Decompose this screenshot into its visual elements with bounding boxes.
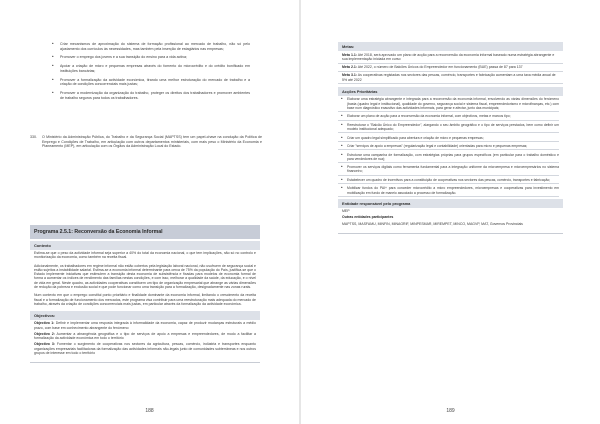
list-item: • Apoiar a criação de micro e pequenas empresas através do fomento do microcrédito e do crédito bonificado em instituições bancárias; <box>50 64 250 73</box>
actions-list <box>338 96 563 196</box>
entity-value: MEP <box>342 209 350 214</box>
box-divider <box>338 227 563 234</box>
objective-text: Definir e implementar uma resposta integrada à informalidade da economia, capaz de produzir mudanças estruturais a médio prazo, com base em conhecimento abrangente do fenómeno <box>34 321 256 330</box>
list-item: • Mobilizar fundos do PAI+ para conceder microcrédito a micro empreendedores, microempresas e cooperativas para investimento em mobilização em fundo de maneio associado a processo de formalização. <box>338 186 559 197</box>
objective-item <box>30 320 260 331</box>
meta-text: As cooperativas registadas nos sectores das pescas, comércio, transportes e fabricação aumentam a uma taxa média anual de 5% até 2022 <box>342 73 556 82</box>
context-paragraph: Estima-se que o peso da actividade informal seja superior a 40% do total da economia nacional, o que tem implicações, não só no controlo e monitorização da economia, como também na receita fiscal. <box>34 251 256 260</box>
list-item: • Criar "serviços de apoio a empresas" (regularização legal e contabilidade) orientadas para micro e pequenas empresas; <box>338 144 559 150</box>
list-item: • Reestruturar o "Balcão Único do Empreendedor", alargando o seu âmbito geográfico e o tipo de serviços prestados, bem como definir um modelo institucional adequado; <box>338 123 559 134</box>
page-number: 188 <box>145 408 154 414</box>
objectives-header: Objectivos: <box>30 311 260 320</box>
objective-text: Aumentar a abrangência geográfica e o tipo de serviços de apoio a empresas e empreendedores, de modo a facilitar a formalização da actividade económica em todo o território <box>34 331 256 341</box>
list-item: • Elaborar um plano de acção para a reconversão da economia informal, com objectivos, metas e marcos tipo; <box>338 114 559 120</box>
context-paragraph: Num contexto em que o emprego constitui ponto prioritário e finalidade dominante da economia informal, limitando o crescimento da receita fiscal e a formalização de funcionamento dos mercados, este programa visa contribuir para uma reestruturação mais adequada do mercado de trabalho, através da criação de condições concorrenciais mais justas, em particular através da formalização da actividade económica. <box>34 293 256 306</box>
partners-header: Outras entidades participantes <box>342 215 394 220</box>
meta-label: Meta 2.1: <box>342 65 357 70</box>
list-item: • Elaborar uma estratégia abrangente e integrada para a reconversão da economia informal, envolvendo as várias dimensões do fenómeno (basta (quadro legal e institucional), qualidade do governo, segurança social e sistema fiscal, empreendedorismo e microfinanças, etc.) com base num diagnóstico exaustivo das actividades informais, para gerar e afectar, junto das municipais; <box>338 97 559 112</box>
program-title: Programa 2.5.1: Reconversão da Economia Informal <box>30 225 260 239</box>
left-page <box>0 0 299 424</box>
page-number: 189 <box>446 408 455 414</box>
meta-label: Meta 1.1: <box>342 52 357 57</box>
list-item: • Criar um quadro legal simplificado para abertura e criação de micro e pequenas empresas; <box>338 136 559 142</box>
meta-text: Até 2022, o número de Balcões Únicos do Empreendedor em funcionamento (BUE) passa de 87 para 137 <box>357 65 523 70</box>
list-item: • Criar mecanismos de aproximação do sistema de formação profissional ao mercado de trabalho, não só pelo ajustamento dos currículos às necessidades, mas também pela inserção de estagiários nas empresas; <box>50 42 250 51</box>
numbered-paragraph <box>30 135 262 149</box>
list-item: • Estabelecer um quadro de incentivos para a constituição de cooperativas nos sectores das pescas, comércio, transportes e fabricação; <box>338 178 559 184</box>
metas-header: Metas: <box>338 42 563 51</box>
context-paragraph: Adicionalmente, os trabalhadores em regime informal não estão cobertos pela legislação laboral nacional, não usufruem de segurança social e estão sujeitos a instabilidade salarial. Estima-se a economia informal determinante para cerca de 75% da população do País, justifica-se que o Estado implemente iniciativas que estimulem a transição desta economia de subsistência e fixadas para modelos de economia formal de forma a aumentar os índices de rendimento das famílias nestas condições, e com isso, melhorar a qualidade da saúde, da educação, e o nível de vida em geral. Neste quadro, as actividades cooperativas constituem um tipo de organização empresarial que abrange as várias dimensões de redução da pobreza e exclusão social e que pode funcionar como uma transição para a formalização, designadamente nas zonas rurais. <box>34 263 256 290</box>
objective-text: Fomentar o surgimento de cooperativas nos sectores da agricultura, pescas, comércio, indústria e transportes enquanto organizações empresariais facilitadoras da formalização das actividades informais não-legais junto de comunidades subterrâneas e nos outros grupos de interesse em todo o território <box>34 342 256 356</box>
paragraph-text: O Ministério da Administração Pública, do Trabalho e da Segurança Social (MAPTSS) tem um papel-chave na condução da Política de Emprego e Condições de Trabalho, em articulação com outros departamentos ministeriais, com mais peso o Ministério da Economia e Planeamento (MEP), em articulação com os Órgãos da Administração Local do Estado. <box>42 135 262 149</box>
list-item: • Promover a modernização da organização do trabalho, proteger os direitos dos trabalhadores e promover ambientes de trabalho seguros para todos os trabalhadores. <box>50 91 250 100</box>
list-item: • Promover a formalização da actividade económica, tirando uma melhor estruturação do mercado de trabalho e a criação de condições concorrenciais mais justas; <box>50 78 250 87</box>
left-bullet-list <box>50 42 250 105</box>
objective-item <box>30 331 260 342</box>
objective-item <box>30 341 260 356</box>
meta-item <box>338 72 563 85</box>
meta-item <box>338 64 563 72</box>
actions-header: Acções Prioritárias <box>338 87 563 96</box>
paragraph-number: 330. <box>30 135 37 139</box>
objective-label: Objectivo 1: <box>34 321 55 326</box>
meta-label: Meta 3.1: <box>342 73 357 78</box>
right-page <box>301 0 600 424</box>
program-box-continued <box>338 42 563 234</box>
list-item: • Promover os serviços digitais como ferramenta fundamental para a integração uniforme da microempresa e microempresários no sistema financeiro; <box>338 165 559 176</box>
meta-item <box>338 51 563 64</box>
objective-label: Objectivo 3: <box>34 342 55 347</box>
objective-label: Objectivo 2: <box>34 331 55 336</box>
meta-text: Até 2018, será aprovado um plano de acção para a reconversão da economia informal baseado numa estratégia abrangente e sua implementação iniciada em curso <box>342 52 555 61</box>
entity-header: Entidade responsável pelo programa <box>338 199 563 208</box>
partners-value: MAPTSS, MASFAMU, MINFIN, MINAGRIF, MINPESMAR, MIREMPET, MINCO, MAGVP, MAT, Governos Provinciais <box>342 221 523 226</box>
program-box <box>30 225 260 363</box>
list-item: • Promover o emprego dos jovens e a sua transição do ensino para a vida activa; <box>50 55 250 60</box>
context-header: Contexto <box>30 241 260 250</box>
box-divider <box>30 356 260 363</box>
list-item: • Estruturar uma campanha de formalização, com estratégias próprias para grupos específicos (em particular para o trabalho doméstico e para vendedores de rua); <box>338 153 559 164</box>
